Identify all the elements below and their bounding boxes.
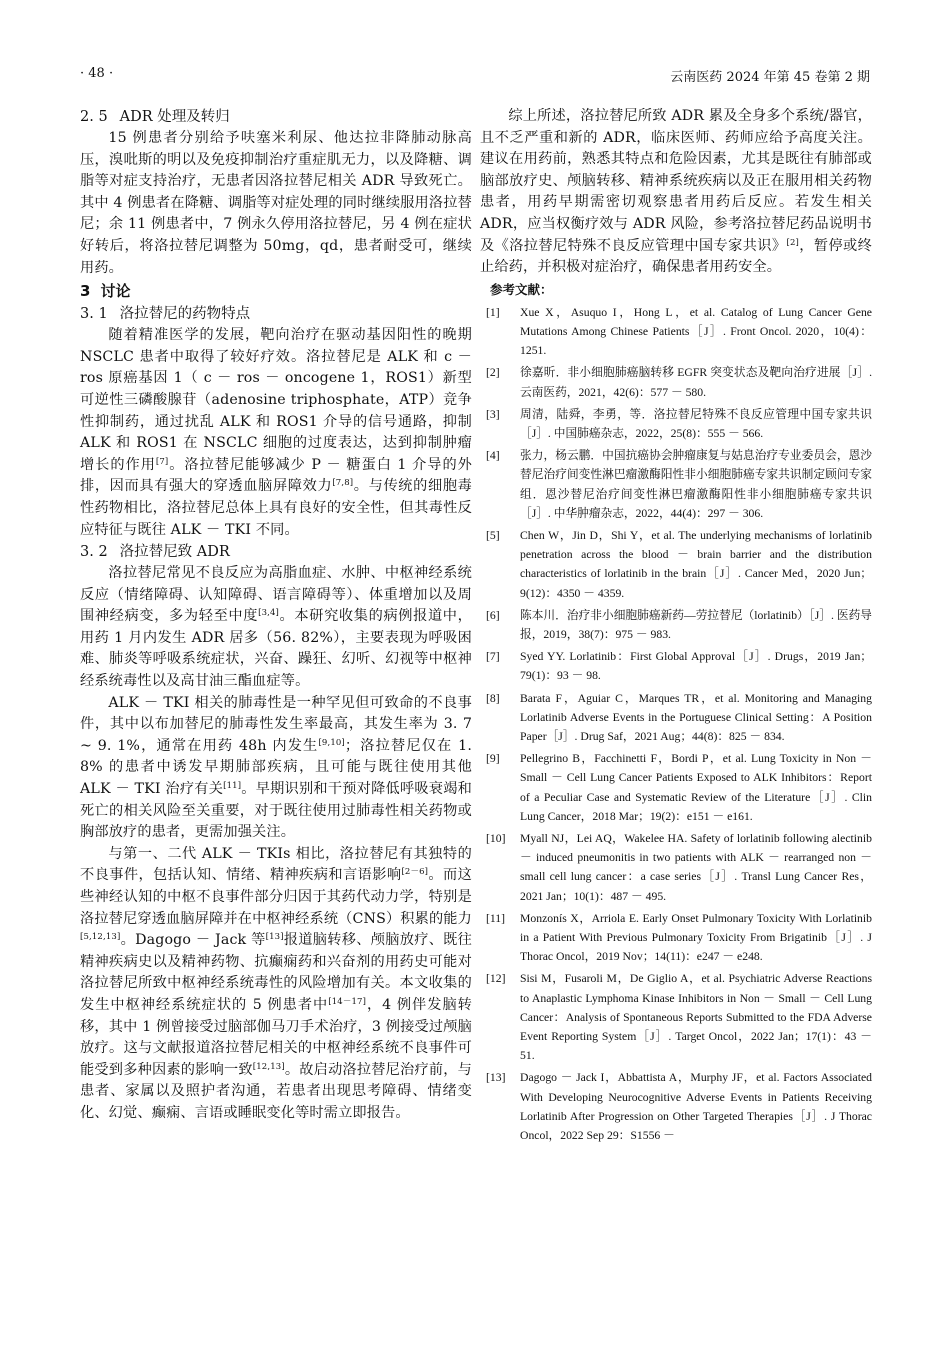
- citation: [3,4]: [258, 608, 280, 619]
- left-column: [80, 106, 472, 1125]
- reference-number: [3]: [486, 407, 500, 421]
- journal-title: 云南医药 2024 年第 45 卷第 2 期: [670, 70, 870, 85]
- reference-text: 徐嘉昕．非小细胞肺癌脑转移 EGFR 突变状态及靶向治疗进展［J］. 云南医药，2021，42(6)：577 － 580.: [520, 366, 872, 399]
- reference-text: Barata F，Aguiar C，Marques TR，et al. Monitoring and Managing Lorlatinib Adverse Events in the Portuguese Clinical Setting：A Position Paper［J］. Drug Saf，2021 Aug；44(8)：825 － 834.: [520, 691, 872, 744]
- reference-item: [480, 909, 872, 967]
- reference-number: [10]: [486, 832, 506, 846]
- running-header: [80, 66, 870, 86]
- reference-number: [4]: [486, 449, 500, 463]
- citation: [13]: [265, 932, 284, 943]
- reference-text: Dagogo － Jack I，Abbattista A，Murphy JF，et al. Factors Associated With Developing Neurocognitive Adverse Events in Patients Receiving Lorlatinib After Progression on Other Targeted Therapies［J］. J Thorac Oncol，2022 Sep 29：S1556 －: [520, 1071, 872, 1143]
- citation: [7,8]: [332, 478, 354, 489]
- section-3-2-paragraph-2: ALK － TKI 相关的肺毒性是一种罕见但可致命的不良事件，其中以布加替尼的肺毒性发生率最高，其发生率为 3. 7 ~ 9. 1%，通常在用药 48h 内发生[9,10]；洛拉替尼仅在 1. 8% 的患者中诱发早期肺部疾病，且可能与既往使用其他 ALK － TKI 治疗有关[11]。早期识别和干预对降低呼吸衰竭和死亡的相关风险至关重要，对于既往使用过肺毒性相关药物或胸部放疗的患者，更需加强关注。: [80, 694, 473, 841]
- citation: [14－17]: [328, 996, 367, 1007]
- reference-number: [12]: [486, 972, 506, 986]
- reference-number: [11]: [486, 911, 506, 925]
- citation: [7]: [155, 456, 169, 467]
- reference-number: [7]: [486, 650, 500, 664]
- reference-item: [480, 405, 872, 443]
- reference-number: [1]: [486, 305, 500, 319]
- references-list: [480, 303, 872, 1146]
- reference-number: [2]: [486, 366, 500, 380]
- reference-text: 陈本川．治疗非小细胞肺癌新药—劳拉替尼（lorlatinib）［J］. 医药导报，2019，38(7)：975 － 983.: [520, 608, 872, 641]
- reference-text: Monzonís X，Arriola E. Early Onset Pulmonary Toxicity With Lorlatinib in a Patient With Previous Pulmonary Toxicity From Brigatinib［J］. J Thorac Oncol，2019 Nov；14(11)：e247 － e248.: [520, 911, 872, 964]
- reference-item: [480, 689, 872, 747]
- reference-number: [13]: [486, 1071, 506, 1085]
- reference-item: [480, 363, 872, 401]
- reference-text: 张力，杨云鹏．中国抗癌协会肿瘤康复与姑息治疗专业委员会，恩沙替尼治疗间变性淋巴瘤激酶阳性非小细胞肺癌专家共识制定顾问专家组．恩沙替尼治疗间变性淋巴瘤激酶阳性非小细胞肺癌专家共识［J］. 中华肿瘤杂志，2022，44(4)：297 － 306.: [520, 449, 872, 520]
- reference-text: Pellegrino B，Facchinetti F，Bordi P，et al. Lung Toxicity in Non － Small － Cell Lung Cancer Patients Exposed to ALK Inhibitors：Report of a Peculiar Case and Systematic Review of the Literature［J］. Clin Lung Cancer，2018 Mar；19(2)：e151 － e161.: [520, 752, 872, 823]
- citation: [9,10]: [318, 737, 345, 748]
- reference-number: [5]: [486, 528, 500, 542]
- citation: [2]: [786, 237, 800, 248]
- reference-item: [480, 1068, 872, 1145]
- reference-text: Xue X，Asuquo I，Hong L，et al. Catalog of Lung Cancer Gene Mutations Among Chinese Patients［J］. Front Oncol. 2020，10(4)：1251.: [520, 305, 872, 358]
- reference-text: Sisi M，Fusaroli M，De Giglio A，et al. Psychiatric Adverse Reactions to Anaplastic Lymphoma Kinase Inhibitors in Non － Small － Cell Lung Cancer：Analysis of Spontaneous Reports Submitted to the FDA Adverse Event Reporting System［J］. Target Oncol，2022 Jan；17(1)：43 － 51.: [520, 972, 872, 1063]
- reference-item: [480, 749, 872, 826]
- section-3-2-heading: 3. 2 洛拉替尼致 ADR: [80, 544, 230, 561]
- section-3-2-paragraph-1: 洛拉替尼常见不良反应为高脂血症、水肿、中枢神经系统反应（情绪障碍、认知障碍、语言障碍等）、体重增加以及周围神经病变，多为轻至中度[3,4]。本研究收集的病例报道中，用药 1 月内发生 ADR 居多（56. 82%），主要表现为呼吸困难、肺炎等呼吸系统症状，兴奋、躁狂、幻听、幻视等中枢神经系统毒性以及高甘油三酯血症等。: [80, 565, 472, 690]
- reference-item: [480, 969, 872, 1065]
- summary-paragraph: 综上所述，洛拉替尼所致 ADR 累及全身多个系统/器官，且不乏严重和新的 ADR，临床医师、药师应给予高度关注。建议在用药前，熟悉其特点和危险因素，尤其是既往有肺部或脑部放疗史、颅脑转移、精神系统疾病以及正在服用相关药物患者，用药早期需密切观察患者用药后反应。若发生相关 ADR，应当权衡疗效与 ADR 风险，参考洛拉替尼药品说明书及《洛拉替尼特殊不良反应管理中国专家共识》[2]，暂停或终止给药，并积极对症治疗，确保患者用药安全。: [480, 108, 872, 276]
- reference-number: [6]: [486, 608, 500, 622]
- section-2-5-paragraph: 15 例患者分别给予呋塞米利尿、他达拉非降肺动脉高压，溴吡斯的明以及免疫抑制治疗重症肌无力，以及降糖、调脂等对症支持治疗，无患者因洛拉替尼相关 ADR 导致死亡。其中 4 例患者在降糖、调脂等对症处理的同时继续服用洛拉替尼；余 11 例患者中，7 例永久停用洛拉替尼，另 4 例在症状好转后，将洛拉替尼调整为 50mg，qd，患者耐受可，继续用药。: [80, 130, 472, 276]
- right-column: [480, 106, 872, 1148]
- reference-text: 周清，陆舜，李勇，等．洛拉替尼特殊不良反应管理中国专家共识［J］. 中国肺癌杂志，2022，25(8)：555 － 566.: [520, 407, 872, 440]
- reference-item: [480, 829, 872, 906]
- reference-number: [9]: [486, 752, 500, 766]
- reference-text: Syed YY. Lorlatinib：First Global Approval［J］. Drugs，2019 Jan；79(1)：93 － 98.: [520, 650, 872, 683]
- reference-item: [480, 526, 872, 603]
- reference-text: Chen W，Jin D，Shi Y，et al. The underlying mechanisms of lorlatinib penetration across the blood － brain barrier and the distribution characteristics of lorlatinib in the brain［J］. Cancer Med，2020 Jun；9(12)：4350 － 4359.: [520, 528, 872, 600]
- reference-item: [480, 303, 872, 361]
- citation: [12,13]: [252, 1061, 285, 1072]
- section-3-2-paragraph-3: 与第一、二代 ALK － TKIs 相比，洛拉替尼有其独特的不良事件，包括认知、情绪、精神疾病和言语影响[2－6]。而这些神经认知的中枢不良事件部分归因于其药代动力学，特别是洛拉替尼穿透血脑屏障并在中枢神经系统（CNS）积累的能力[5,12,13]。Dagogo － Jack 等[13]报道脑转移、颅脑放疗、既往精神疾病史以及精神药物、抗癫痫药和兴奋剂的用药史可能对洛拉替尼所致中枢神经系统毒性的风险增加有关。本文收集的发生中枢神经系统症状的 5 例患者中[14－17]，4 例伴发脑转移，其中 1 例曾接受过脑部伽马刀手术治疗，3 例接受过颅脑放疗。这与文献报道洛拉替尼相关的中枢神经系统不良事件可能受到多种因素的影响一致[12,13]。故启动洛拉替尼治疗前，与患者、家属以及照护者沟通，若患者出现思考障碍、情绪变化、幻觉、癫痫、言语或睡眠变化等时需立即报告。: [80, 845, 473, 1121]
- reference-text: Myall NJ，Lei AQ，Wakelee HA. Safety of lorlatinib following alectinib － induced pneumonitis in two patients with ALK － rearranged non － small cell lung cancer：a case series［J］. Transl Lung Cancer Res，2021 Jan；10(1)：487 － 495.: [520, 832, 872, 903]
- citation: [11]: [223, 781, 242, 792]
- section-3-heading: 3 讨论: [80, 282, 131, 301]
- reference-item: [480, 606, 872, 644]
- section-3-1-paragraph: 随着精准医学的发展，靶向治疗在驱动基因阳性的晚期 NSCLC 患者中取得了较好疗效。洛拉替尼是 ALK 和 c － ros 原癌基因 1（ c － ros － oncogene 1，ROS1）新型可逆性三磷酸腺苷（adenosine triphosphate，ATP）竞争性抑制药，通过扰乱 ALK 和 ROS1 介导的信号通路，抑制 ALK 和 ROS1 在 NSCLC 细胞的过度表达，达到抑制肿瘤增长的作用[7]。洛拉替尼能够减少 P － 糖蛋白 1 介导的外排，因而具有强大的穿透血脑屏障效力[7,8]。与传统的细胞毒性药物相比，洛拉替尼总体上具有良好的安全性，但其毒性反应特征与既往 ALK － TKI 不同。: [80, 327, 472, 538]
- page-number: · 48 ·: [80, 66, 114, 81]
- section-2-5-heading: 2. 5 ADR 处理及转归: [80, 109, 230, 125]
- citation: [2－6]: [401, 867, 429, 878]
- section-3-1-heading: 3. 1 洛拉替尼的药物特点: [80, 306, 251, 323]
- references-heading: 参考文献：: [490, 281, 553, 297]
- citation: [5,12,13]: [80, 932, 121, 943]
- reference-item: [480, 647, 872, 685]
- reference-number: [8]: [486, 691, 500, 705]
- reference-item: [480, 446, 872, 523]
